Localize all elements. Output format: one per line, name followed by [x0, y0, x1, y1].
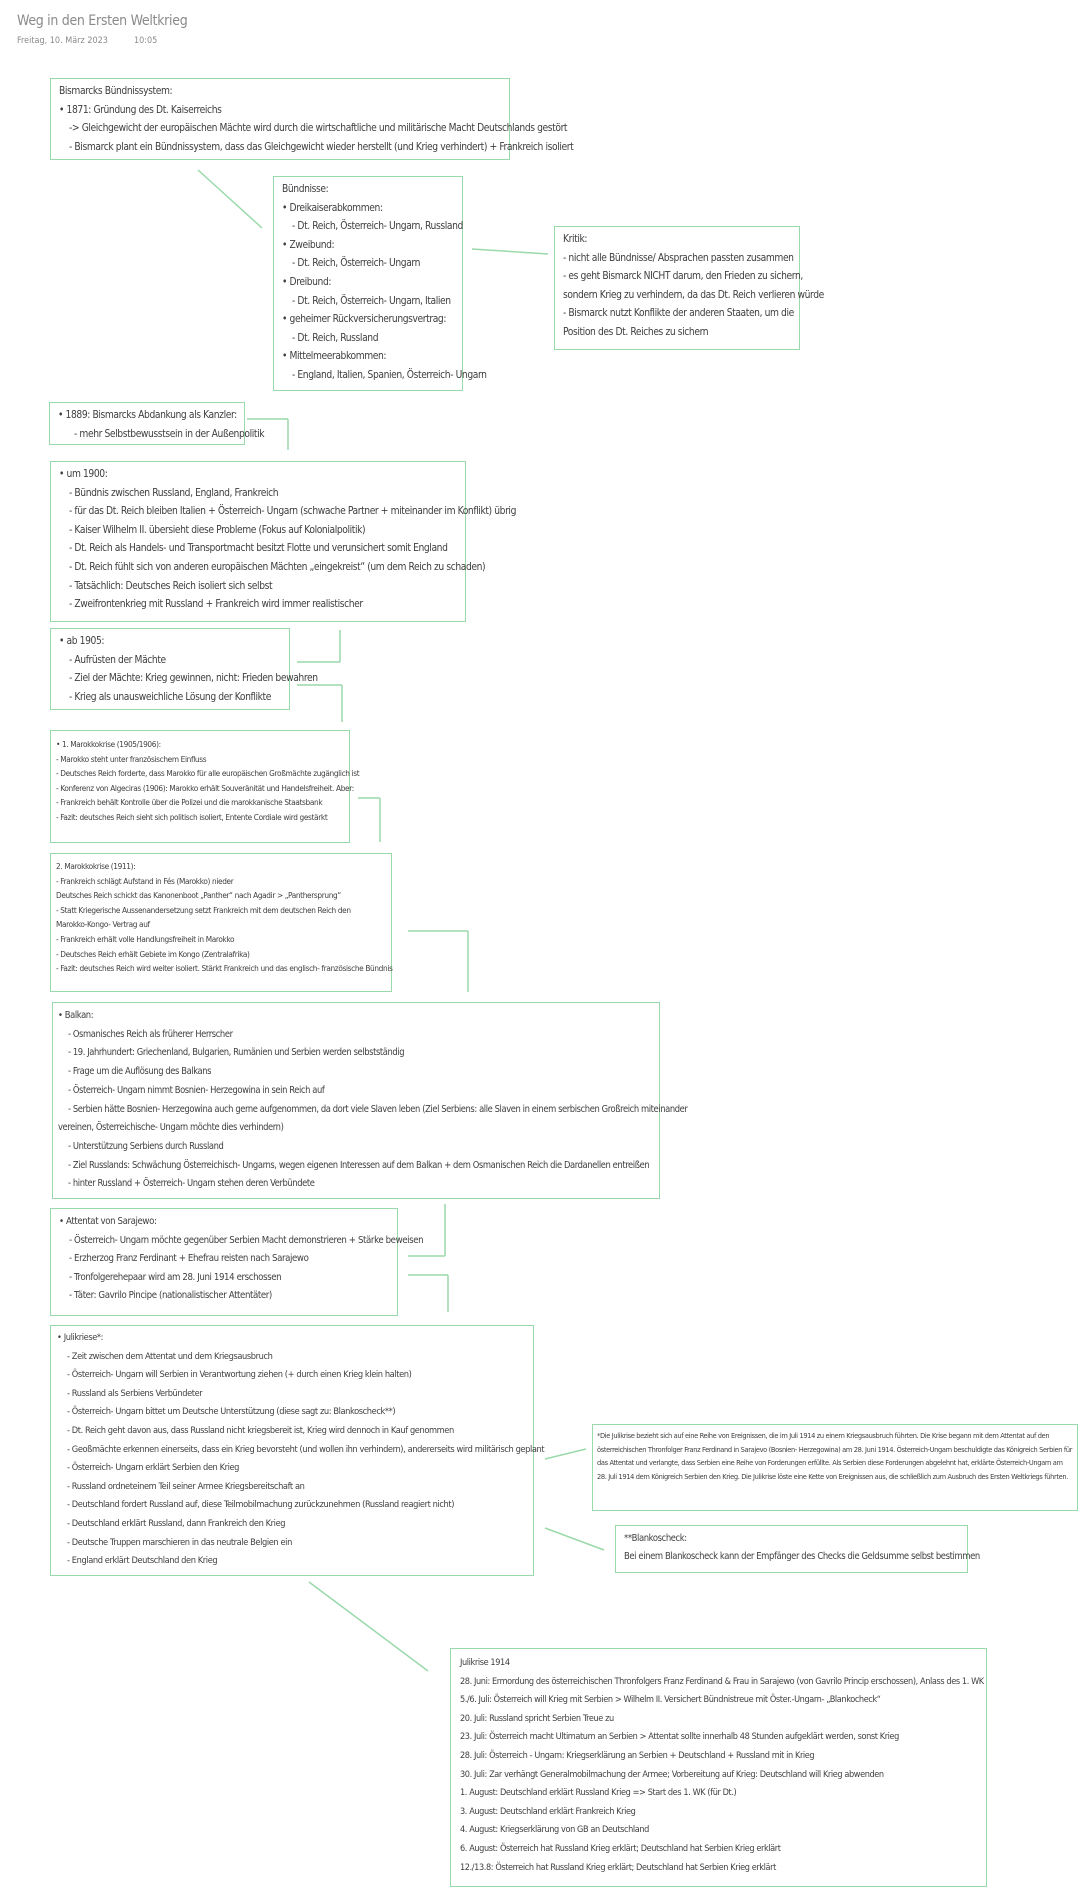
note-line: • um 1900:	[59, 466, 457, 485]
note-footnote-blankoscheck	[615, 1525, 980, 1573]
note-line: - Österreich- Ungarn will Serbien in Verantwortung ziehen (+ durch einen Krieg klein halten)	[67, 1369, 412, 1381]
note-line: - Dt. Reich, Österreich- Ungarn	[292, 258, 421, 270]
note-line: • Balkan:	[58, 1007, 654, 1026]
note-line: Bündnisse:	[282, 184, 329, 195]
note-line: - Österreich- Ungarn erklärt Serbien den Krieg	[67, 1462, 240, 1474]
note-balkan	[52, 1002, 688, 1199]
note-line: - Unterstützung Serbiens durch Russland	[68, 1140, 224, 1152]
note-line: - Deutsches Reich erhält Gebiete im Kongo (Zentralafrika)	[56, 948, 250, 959]
note-bismarck-abdankung	[49, 402, 265, 445]
note-line: - England erklärt Deutschland den Krieg	[67, 1555, 218, 1567]
note-line: 4. August: Kriegserklärung von GB an Deutschland	[460, 1825, 649, 1836]
note-line: Position des Dt. Reiches zu sichern	[563, 326, 709, 338]
note-line: - Aufrüsten der Mächte	[69, 654, 166, 666]
note-line: • Zweibund:	[282, 237, 454, 256]
note-julikriese	[50, 1325, 545, 1576]
page-meta	[17, 36, 157, 46]
note-line: 12./13.8: Österreich hat Russland Krieg erklärt; Deutschland hat Serbien Krieg erklärt	[460, 1862, 776, 1873]
note-line: - Tronfolgerehepaar wird am 28. Juni 1914 erschossen	[69, 1271, 282, 1283]
note-line: - Kaiser Wilhelm II. übersieht diese Probleme (Fokus auf Kolonialpolitik)	[69, 524, 366, 536]
note-footnote-julikrise	[592, 1424, 1078, 1511]
note-line: - Frage um die Auflösung des Balkans	[68, 1066, 212, 1078]
note-marokkokrise-1	[50, 730, 360, 843]
note-line: • geheimer Rückversicherungsvertrag:	[282, 311, 454, 330]
note-bismarck-buendnissystem	[50, 78, 574, 160]
footnote-text: *Die Julikrise bezieht sich auf eine Reihe von Ereignissen, die im Juli 1914 zu einem Kriegsausbruch führten. Die Krise begann mit dem Attentat auf den österreichischen Thronfolger Franz Ferdinand in Sarajevo (Bosnien- Herzegowina) am 28. Juni 1914. Österreich-Ungarn beschuldigte das Königreich Serbien für das Attentat und verlangte, dass Serbien eine Reihe von Forderungen erfüllte. Als Serbien diese Forderungen abgelehnt hat, erklärte Österreich-Ungarn am 28. Juli 1914 dem Königreich Serbien den Krieg. Die Julikrise löste eine Kette von Ereignissen aus, die schließlich zum Ausbruch des Ersten Weltkriegs führten.	[597, 1431, 1073, 1481]
note-line: 28. Juli: Österreich - Ungarn: Kriegserklärung an Serbien + Deutschland + Russland mit in Krieg	[460, 1750, 815, 1761]
note-line: - Bismarck nutzt Konflikte der anderen Staaten, um die	[563, 308, 794, 320]
note-line: - Dt. Reich als Handels- und Transportmacht besitzt Flotte und verunsichert somit England	[69, 543, 448, 555]
note-line: - für das Dt. Reich bleiben Italien + Österreich- Ungarn (schwache Partner + miteinander im Konflikt) übrig	[69, 506, 516, 518]
note-line: - Geoßmächte erkennen einerseits, dass ein Krieg bevorsteht (und wollen ihn verhindern), andererseits wird militärisch geplant	[67, 1443, 545, 1455]
note-marokkokrise-2	[50, 853, 392, 992]
note-kritik	[554, 226, 824, 350]
note-line: • 1889: Bismarcks Abdankung als Kanzler:	[58, 407, 236, 426]
note-line: - 19. Jahrhundert: Griechenland, Bulgarien, Rumänien und Serbien werden selbstständig	[68, 1047, 405, 1059]
note-line: - Bismarck plant ein Bündnissystem, dass das Gleichgewicht wieder herstellt (und Krieg verhindert) + Frankreich isoliert	[69, 141, 574, 153]
note-line: - Frankreich schlägt Aufstand in Fés (Marokko) nieder	[56, 875, 234, 886]
note-line: 1. August: Deutschland erklärt Russland Krieg => Start des 1. WK (für Dt.)	[460, 1788, 737, 1799]
note-line: - Deutsches Reich forderte, dass Marokko für alle europäischen Großmächte zugänglich ist	[56, 768, 360, 779]
note-um-1900	[50, 461, 516, 622]
note-line: • Julikriese*:	[57, 1329, 527, 1348]
note-line: - Dt. Reich, Russland	[292, 332, 379, 344]
note-line: Deutsches Reich schickt das Kanonenboot „Panther“ nach Agadir > „Panthersprung“	[56, 890, 341, 901]
note-line: - Frankreich behält Kontrolle über die Polizei und die marokkanische Staatsbank	[56, 797, 323, 808]
note-line: - Serbien hätte Bosnien- Herzegowina auch gerne aufgenommen, da dort viele Slaven leben (Ziel Serbiens: alle Slaven in einem serbischen Großreich miteinander	[68, 1103, 688, 1115]
note-line: - Krieg als unausweichliche Lösung der Konflikte	[69, 691, 271, 703]
note-line: - Ziel Russlands: Schwächung Österreichisch- Ungarns, wegen eigenen Interessen auf dem Balkan + dem Osmanischen Reich die Dardanellen entreißen	[68, 1159, 650, 1171]
note-line: • Mittelmeerabkommen:	[282, 348, 454, 367]
note-line: 30. Juli: Zar verhängt Generalmobilmachung der Armee; Vorbereitung auf Krieg: Deutschland will Krieg abwenden	[460, 1769, 884, 1780]
note-line: - Täter: Gavrilo Pincipe (nationalistischer Attentäter)	[69, 1290, 272, 1302]
note-line: 20. Juli: Russland spricht Serbien Treue zu	[460, 1713, 614, 1724]
note-line: - Dt. Reich, Österreich- Ungarn, Russland	[292, 221, 463, 233]
note-line: - nicht alle Bündnisse/ Absprachen passten zusammen	[563, 252, 794, 264]
note-line: - Deutsche Truppen marschieren in das neutrale Belgien ein	[67, 1536, 292, 1548]
note-line: Julikrise 1914	[460, 1658, 510, 1668]
note-julikrise-1914	[450, 1648, 987, 1887]
note-line: - Österreich- Ungarn möchte gegenüber Serbien Macht demonstrieren + Stärke beweisen	[69, 1234, 424, 1246]
note-line: • 1871: Gründung des Dt. Kaiserreichs	[59, 102, 501, 121]
note-line: - Bündnis zwischen Russland, England, Frankreich	[69, 487, 279, 499]
note-line: - Frankreich erhält volle Handlungsfreiheit in Marokko	[56, 933, 235, 944]
note-line: - Dt. Reich fühlt sich von anderen europäischen Mächten „eingekreist“ (um dem Reich zu schaden)	[69, 561, 486, 573]
note-line: **Blankoscheck:	[624, 1533, 687, 1544]
note-line: Bismarcks Bündnissystem:	[59, 86, 173, 97]
note-line: - Statt Kriegerische Aussenandersetzung setzt Frankreich mit dem deutschen Reich den	[56, 904, 351, 915]
note-line: - Deutschland fordert Russland auf, diese Teilmobilmachung zurückzunehmen (Russland reagiert nicht)	[67, 1499, 455, 1511]
note-line: 23. Juli: Österreich macht Ultimatum an Serbien > Attentat sollte innerhalb 48 Stunden aufgeklärt werden, sonst Krieg	[460, 1732, 899, 1743]
note-line: - Ziel der Mächte: Krieg gewinnen, nicht: Frieden bewahren	[69, 673, 318, 685]
note-line: - Osmanisches Reich als früherer Herrscher	[68, 1028, 233, 1040]
note-line: 3. August: Deutschland erklärt Frankreich Krieg	[460, 1806, 636, 1817]
note-line: • Attentat von Sarajewo:	[59, 1213, 389, 1232]
note-line: - Fazit: deutsches Reich sieht sich politisch isoliert, Entente Cordiale wird gestärkt	[56, 811, 328, 822]
note-line: - Fazit: deutsches Reich wird weiter isoliert. Stärkt Frankreich und das englisch- französische Bündnis	[56, 963, 393, 974]
note-line: - hinter Russland + Österreich- Ungarn stehen deren Verbündete	[68, 1178, 315, 1190]
note-line: - Zweifrontenkrieg mit Russland + Frankreich wird immer realistischer	[69, 599, 363, 611]
note-line: - Österreich- Ungarn bittet um Deutsche Unterstützung (diese sagt zu: Blankoscheck**)	[67, 1406, 396, 1418]
note-line: - Tatsächlich: Deutsches Reich isoliert sich selbst	[69, 580, 273, 592]
note-line: - Konferenz von Algeciras (1906): Marokko erhält Souveränität und Handelsfreiheit. Aber:	[56, 782, 354, 793]
note-line: 6. August: Österreich hat Russland Krieg erklärt; Deutschland hat Serbien Krieg erklärt	[460, 1843, 781, 1854]
note-line: - Dt. Reich, Österreich- Ungarn, Italien	[292, 295, 451, 307]
note-buendnisse	[273, 176, 487, 391]
note-line: 2. Marokkokrise (1911):	[56, 861, 136, 871]
note-line: Marokko-Kongo- Vertrag auf	[56, 919, 150, 930]
note-line: Kritik:	[563, 234, 588, 245]
note-line: 28. Juni: Ermordung des österreichischen Thronfolgers Franz Ferdinand & Frau in Sarajewo (von Gavrilo Princip erschossen), Anlass des 1. WK	[460, 1676, 984, 1687]
note-line: - Russland als Serbiens Verbündeter	[67, 1387, 203, 1399]
note-line: 5./6. Juli: Österreich will Krieg mit Serbien > Wilhelm II. Versichert Bündnistreue mit Öster.-Ungarn- „Blankocheck“	[460, 1695, 881, 1706]
note-line: - Erzherzog Franz Ferdinant + Ehefrau reisten nach Sarajewo	[69, 1253, 309, 1265]
note-line: - Österreich- Ungarn nimmt Bosnien- Herzegowina in sein Reich auf	[68, 1084, 325, 1096]
page-date: Freitag, 10. März 2023	[17, 36, 108, 46]
note-line: Bei einem Blankoscheck kann der Empfänger des Checks die Geldsumme selbst bestimmen	[624, 1551, 980, 1562]
note-line: • ab 1905:	[59, 633, 281, 652]
note-line: • 1. Marokkokrise (1905/1906):	[56, 737, 344, 752]
note-line: - Zeit zwischen dem Attentat und dem Kriegsausbruch	[67, 1350, 273, 1362]
note-line: -> Gleichgewicht der europäischen Mächte wird durch die wirtschaftliche und militärische Macht Deutschlands gestört	[69, 123, 568, 135]
note-line: vereinen, Österreichische- Ungarn möchte dies verhindern)	[58, 1122, 284, 1134]
note-line: - mehr Selbstbewusstsein in der Außenpolitik	[74, 428, 265, 440]
note-line: - Russland ordneteinem Teil seiner Armee Kriegsbereitschaft an	[67, 1480, 305, 1492]
note-line: - Marokko steht unter französischem Einfluss	[56, 753, 207, 764]
note-line: - Dt. Reich geht davon aus, dass Russland nicht kriegsbereit ist, Krieg wird dennoch in Kauf genommen	[67, 1424, 454, 1436]
note-line: - Deutschland erklärt Russland, dann Frankreich den Krieg	[67, 1517, 286, 1529]
page-time: 10:05	[133, 36, 158, 46]
note-line: • Dreibund:	[282, 274, 454, 293]
note-ab-1905	[50, 628, 318, 710]
page-title: Weg in den Ersten Weltkrieg	[17, 13, 188, 29]
note-line: - es geht Bismarck NICHT darum, den Frieden zu sichern,	[563, 271, 803, 283]
note-attentat-sarajewo	[50, 1208, 424, 1316]
note-line: - England, Italien, Spanien, Österreich- Ungarn	[292, 369, 487, 381]
note-line: • Dreikaiserabkommen:	[282, 200, 454, 219]
note-line: sondern Krieg zu verhindern, da das Dt. Reich verlieren würde	[563, 289, 824, 301]
